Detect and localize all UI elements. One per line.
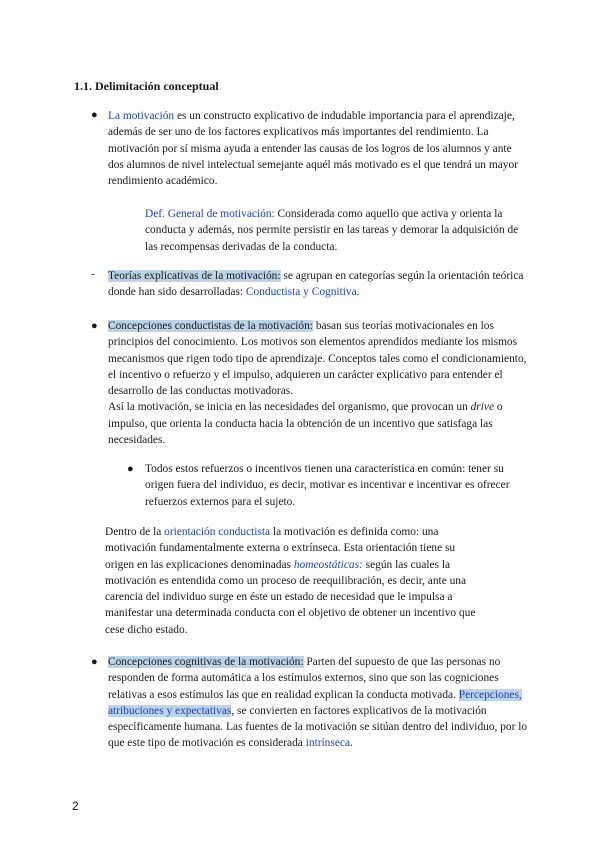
term-conductistas: Concepciones conductistas de la motivación: [108, 320, 313, 332]
cognitivas-text-b: , se convierten en factores explicativos de la motivación específicamente humana. Las fuentes de la motivación se sitúan dentro del individuo, por lo que este tipo de motivación es considerada [108, 704, 528, 750]
section-heading: 1.1. Delimitación conceptual [74, 79, 219, 93]
term-drive: drive [470, 401, 495, 414]
bullet-dot: ● [91, 109, 98, 121]
conductistas-text-2a: Así la motivación, se inicia en las necesidades del organismo, que provocan un [108, 401, 471, 414]
orientacion-text-c: según las cuales la motivación es entendida como un proceso de reequilibración, es decir, ante una carencia del individuo surge en éste un estado de necesidad que le impulsa a manifestar una determinada conducta con el objetivo de obtener un incentivo que cese dicho estado. [105, 558, 476, 636]
definition-text: Considerada como aquello que activa y orienta la conducta y además, nos permite persistir en las tareas y demorar la adquisición de las recompensas derivadas de la conducta. [145, 208, 519, 253]
sub-bullet-paragraph: Todos estos refuerzos o incentivos tienen una característica en común: tener su origen fuera del individuo, es decir, motivar es incentivar e incentivar es ofrecer refuerzos externos para el sujeto. [145, 463, 510, 508]
link-percepciones: Percepciones, atribuciones y expectativas [108, 688, 522, 717]
page-number: 2 [72, 799, 79, 813]
paragraph-teorias [108, 268, 528, 301]
conductistas-text: basan sus teorías motivacionales en los principios del conocimiento. Los motivos son elementos aprendidos mediante los mismos mecanismos que rigen todo tipo de aprendizaje. Conceptos tales como el condicionamiento, el incentivo o refuerzo y el impulso, adquieren un carácter explicativo para entender el desarrollo de las conductas motivadoras. [108, 320, 527, 398]
link-intrinseca: intrínseca [305, 737, 350, 750]
paragraph-orientacion [105, 524, 483, 638]
link-conductista-cognitiva: Conductista y Cognitiva [245, 286, 357, 299]
orientacion-text-b: la motivación es definida como: una motivación fundamentalmente externa o extrínseca. Esta orientación tiene su origen en las explicaciones denominadas [105, 526, 456, 571]
definition-paragraph [145, 206, 530, 255]
term-definition: Def. General de motivación: [145, 208, 275, 220]
paragraph-motivacion [108, 108, 526, 189]
conductistas-text-2b: o impulso, que orienta la conducta hacia la obtención de un incentivo que satisfaga las necesidades. [108, 401, 503, 447]
term-homeostaticas: homeostáticas: [293, 558, 363, 571]
dash-marker: - [91, 268, 95, 280]
term-motivacion: La motivación [108, 110, 175, 122]
cognitivas-text-a: Parten del supuesto de que las personas no responden de forma automática a los estímulos externos, sino que son las cogniciones relativas a esos estímulos las que en realidad explican la conducta motivada. [108, 656, 501, 701]
link-orientacion-conductista: orientación conductista [164, 526, 271, 538]
sub-bullet-dot: ● [127, 463, 134, 475]
paragraph-text: es un constructo explicativo de indudable importancia para el aprendizaje, además de ser uno de los factores explicativos más importantes del rendimiento. La motivación por sí misma ayuda a entender las causas de los logros de los alumnos y ante dos alumnos de nivel intelectual semejante aquél más motivado es el que tendrá un mayor rendimiento académico. [108, 110, 518, 188]
orientacion-text-a: Dentro de la [105, 526, 165, 538]
term-cognitivas: Concepciones cognitivas de la motivación: [108, 656, 304, 668]
paragraph-cognitivas [108, 654, 530, 752]
cognitivas-text-c: . [349, 737, 353, 750]
bullet-dot: ● [91, 656, 98, 668]
paragraph-conductistas [108, 318, 528, 448]
teorias-end: . [356, 286, 360, 299]
term-teorias: Teorías explicativas de la motivación: [108, 270, 281, 282]
bullet-dot: ● [91, 320, 98, 332]
teorias-text: se agrupan en categorías según la orientación teórica donde han sido desarrolladas: [108, 270, 524, 299]
